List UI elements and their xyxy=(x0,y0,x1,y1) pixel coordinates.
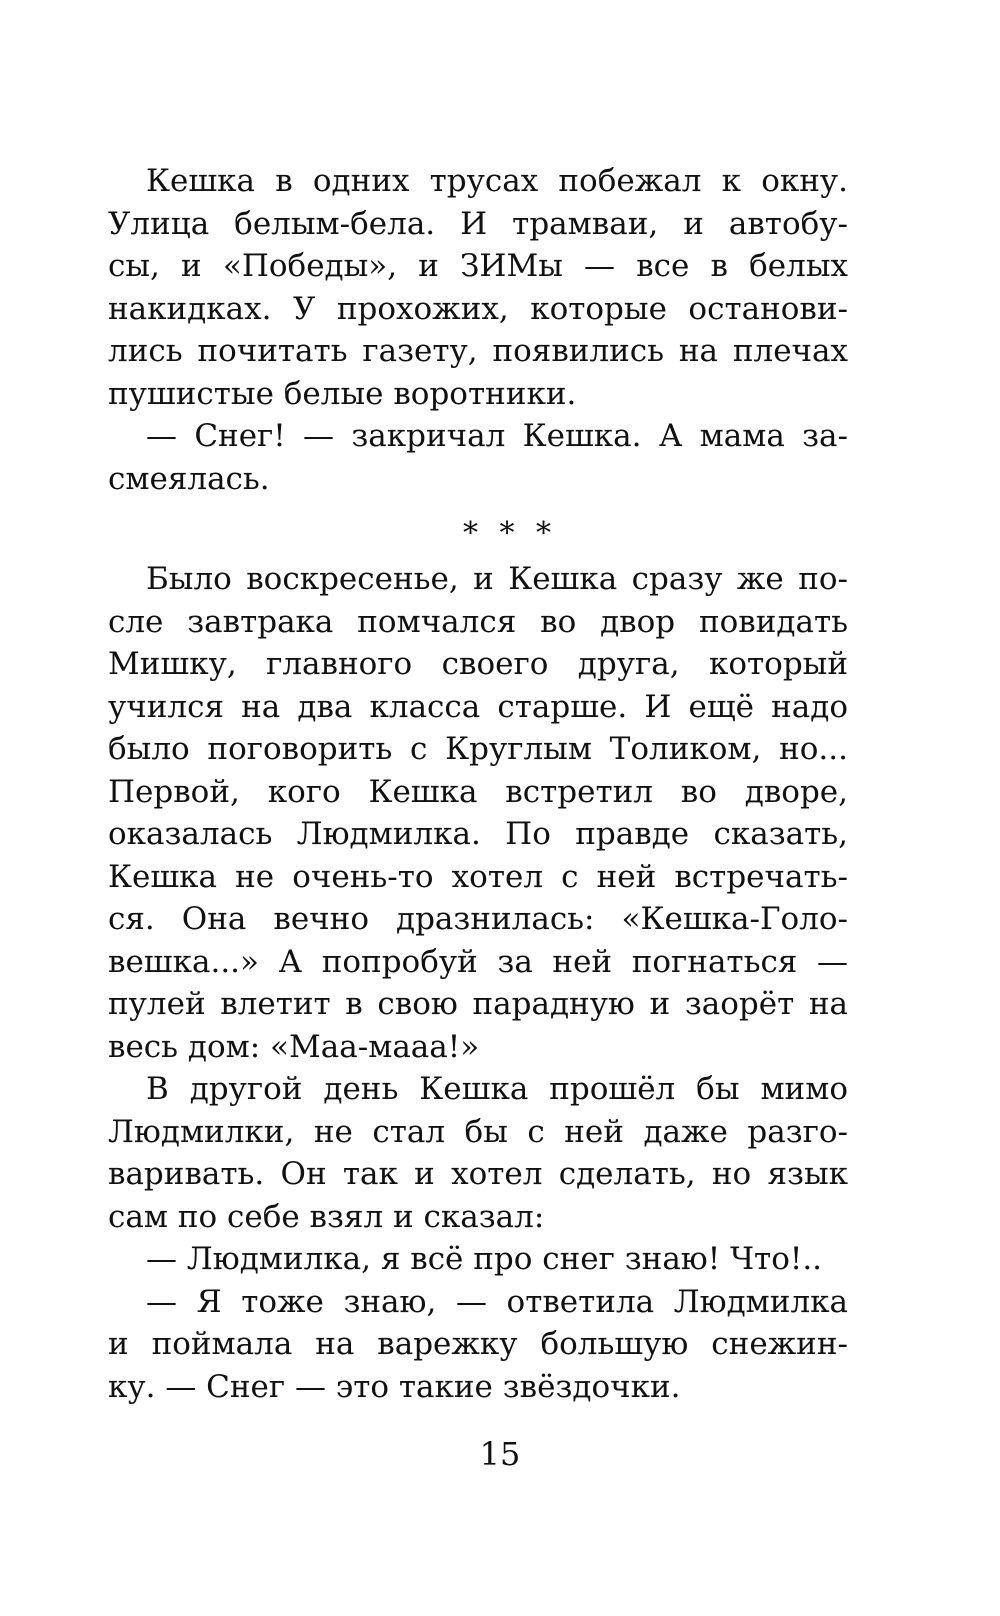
text-line: лись почитать газету, появились на плечах xyxy=(108,333,848,369)
text-section-1 xyxy=(108,160,848,500)
text-line: — Я тоже знаю, — ответила Людмилка xyxy=(146,1283,848,1320)
text-line: сы, и «Победы», и ЗИМы — все в белых xyxy=(108,248,848,284)
text-line: Кешка не очень-то хотел с ней встречать- xyxy=(108,858,848,895)
text-line: было поговорить с Круглым Толиком, но... xyxy=(108,731,848,767)
text-line: оказалась Людмилка. По правде сказать, xyxy=(108,816,848,852)
text-line: ку. — Снег — это такие звёздочки. xyxy=(108,1368,681,1405)
page-number: 15 xyxy=(479,1435,521,1473)
text-line: сам по себе взял и сказал: xyxy=(108,1198,545,1235)
text-line: варивать. Он так и хотел сделать, но язык xyxy=(108,1156,848,1192)
text-line: Улица белым-бела. И трамваи, и автобу- xyxy=(108,205,848,242)
text-line: В другой день Кешка прошёл бы мимо xyxy=(146,1071,848,1107)
text-line: — Снег! — закричал Кешка. А мама за- xyxy=(146,418,848,454)
text-line: сле завтрака помчался во двор повидать xyxy=(108,603,848,640)
text-line: накидках. У прохожих, которые останови- xyxy=(108,290,848,327)
text-line: вешка...» А попробуй за ней погнаться — xyxy=(108,943,848,980)
text-line: и поймала на варежку большую снежин- xyxy=(108,1326,848,1362)
text-section-2 xyxy=(108,558,848,1408)
text-line: пулей влетит в свою парадную и заорёт на xyxy=(108,986,848,1022)
text-line: ся. Она вечно дразнилась: «Кешка-Голо- xyxy=(108,901,848,937)
text-line: смеялась. xyxy=(108,460,270,497)
text-line: весь дом: «Маа-мааа!» xyxy=(108,1028,480,1065)
text-line: Было воскресенье, и Кешка сразу же по- xyxy=(146,561,848,597)
text-line: Мишку, главного своего друга, который xyxy=(108,646,848,682)
text-line: учился на два класса старше. И ещё надо xyxy=(108,688,848,725)
text-line: Людмилки, не стал бы с ней даже разго- xyxy=(108,1113,848,1150)
text-line: пушистые белые воротники. xyxy=(108,375,577,412)
text-line: — Людмилка, я всё про снег знаю! Что!.. xyxy=(146,1241,823,1277)
text-line: Первой, кого Кешка встретил во дворе, xyxy=(108,773,848,810)
text-line: Кешка в одних трусах побежал к окну. xyxy=(146,163,848,199)
section-separator: * * * xyxy=(462,516,558,551)
